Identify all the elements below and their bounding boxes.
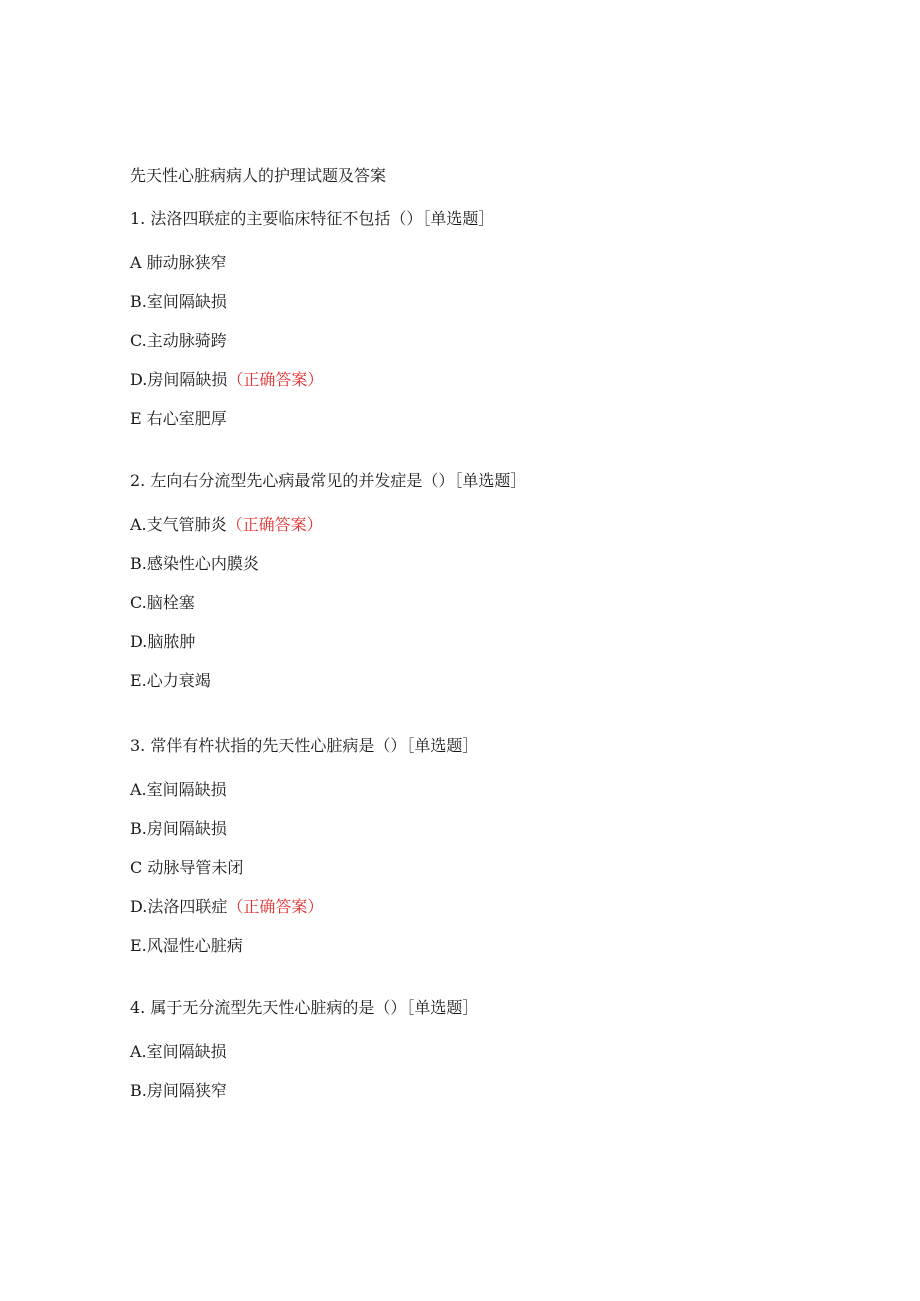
option-item bbox=[130, 858, 243, 878]
option-item bbox=[130, 1042, 227, 1062]
option-text: B.感染性心内膜炎 bbox=[130, 554, 259, 573]
document-title: 先天性心脏病病人的护理试题及答案 bbox=[130, 166, 387, 185]
option-item bbox=[130, 253, 227, 273]
option-item bbox=[130, 897, 323, 917]
option-text: A.室间隔缺损 bbox=[130, 1042, 227, 1061]
option-text: E 右心室肥厚 bbox=[130, 409, 227, 428]
option-text: D.法洛四联症 bbox=[130, 897, 228, 916]
option-item bbox=[130, 370, 323, 390]
option-item bbox=[130, 1081, 227, 1101]
correct-answer-tag: （正确答案） bbox=[226, 515, 323, 534]
question-stem: 1. 法洛四联症的主要临床特征不包括（）［单选题］ bbox=[130, 209, 495, 228]
option-text: B.房间隔狭窄 bbox=[130, 1081, 227, 1100]
option-text: D.脑脓肿 bbox=[130, 632, 196, 651]
option-item bbox=[130, 409, 227, 429]
option-text: B.房间隔缺损 bbox=[130, 819, 227, 838]
option-item bbox=[130, 292, 227, 312]
question-stem: 2. 左向右分流型先心病最常见的并发症是（）［单选题］ bbox=[130, 471, 527, 490]
option-text: A 肺动脉狭窄 bbox=[130, 253, 227, 272]
option-item bbox=[130, 593, 195, 613]
option-item bbox=[130, 671, 211, 691]
option-text: C.脑栓塞 bbox=[130, 593, 195, 612]
option-text: D.房间隔缺损 bbox=[130, 370, 228, 389]
option-text: B.室间隔缺损 bbox=[130, 292, 227, 311]
correct-answer-tag: （正确答案） bbox=[227, 897, 324, 916]
question-stem: 3. 常伴有杵状指的先天性心脏病是（）［单选题］ bbox=[130, 736, 479, 755]
option-text: C.主动脉骑跨 bbox=[130, 331, 227, 350]
option-item bbox=[130, 515, 323, 535]
option-item bbox=[130, 632, 195, 652]
option-item bbox=[130, 819, 227, 839]
option-text: E.风湿性心脏病 bbox=[130, 936, 243, 955]
question-stem: 4. 属于无分流型先天性心脏病的是（）［单选题］ bbox=[130, 998, 479, 1017]
option-text: C 动脉导管未闭 bbox=[130, 858, 244, 877]
option-item bbox=[130, 554, 259, 574]
correct-answer-tag: （正确答案） bbox=[227, 370, 324, 389]
option-text: A.支气管肺炎 bbox=[130, 515, 227, 534]
option-item bbox=[130, 780, 227, 800]
option-text: E.心力衰竭 bbox=[130, 671, 211, 690]
option-item bbox=[130, 936, 243, 956]
option-text: A.室间隔缺损 bbox=[130, 780, 227, 799]
option-item bbox=[130, 331, 227, 351]
